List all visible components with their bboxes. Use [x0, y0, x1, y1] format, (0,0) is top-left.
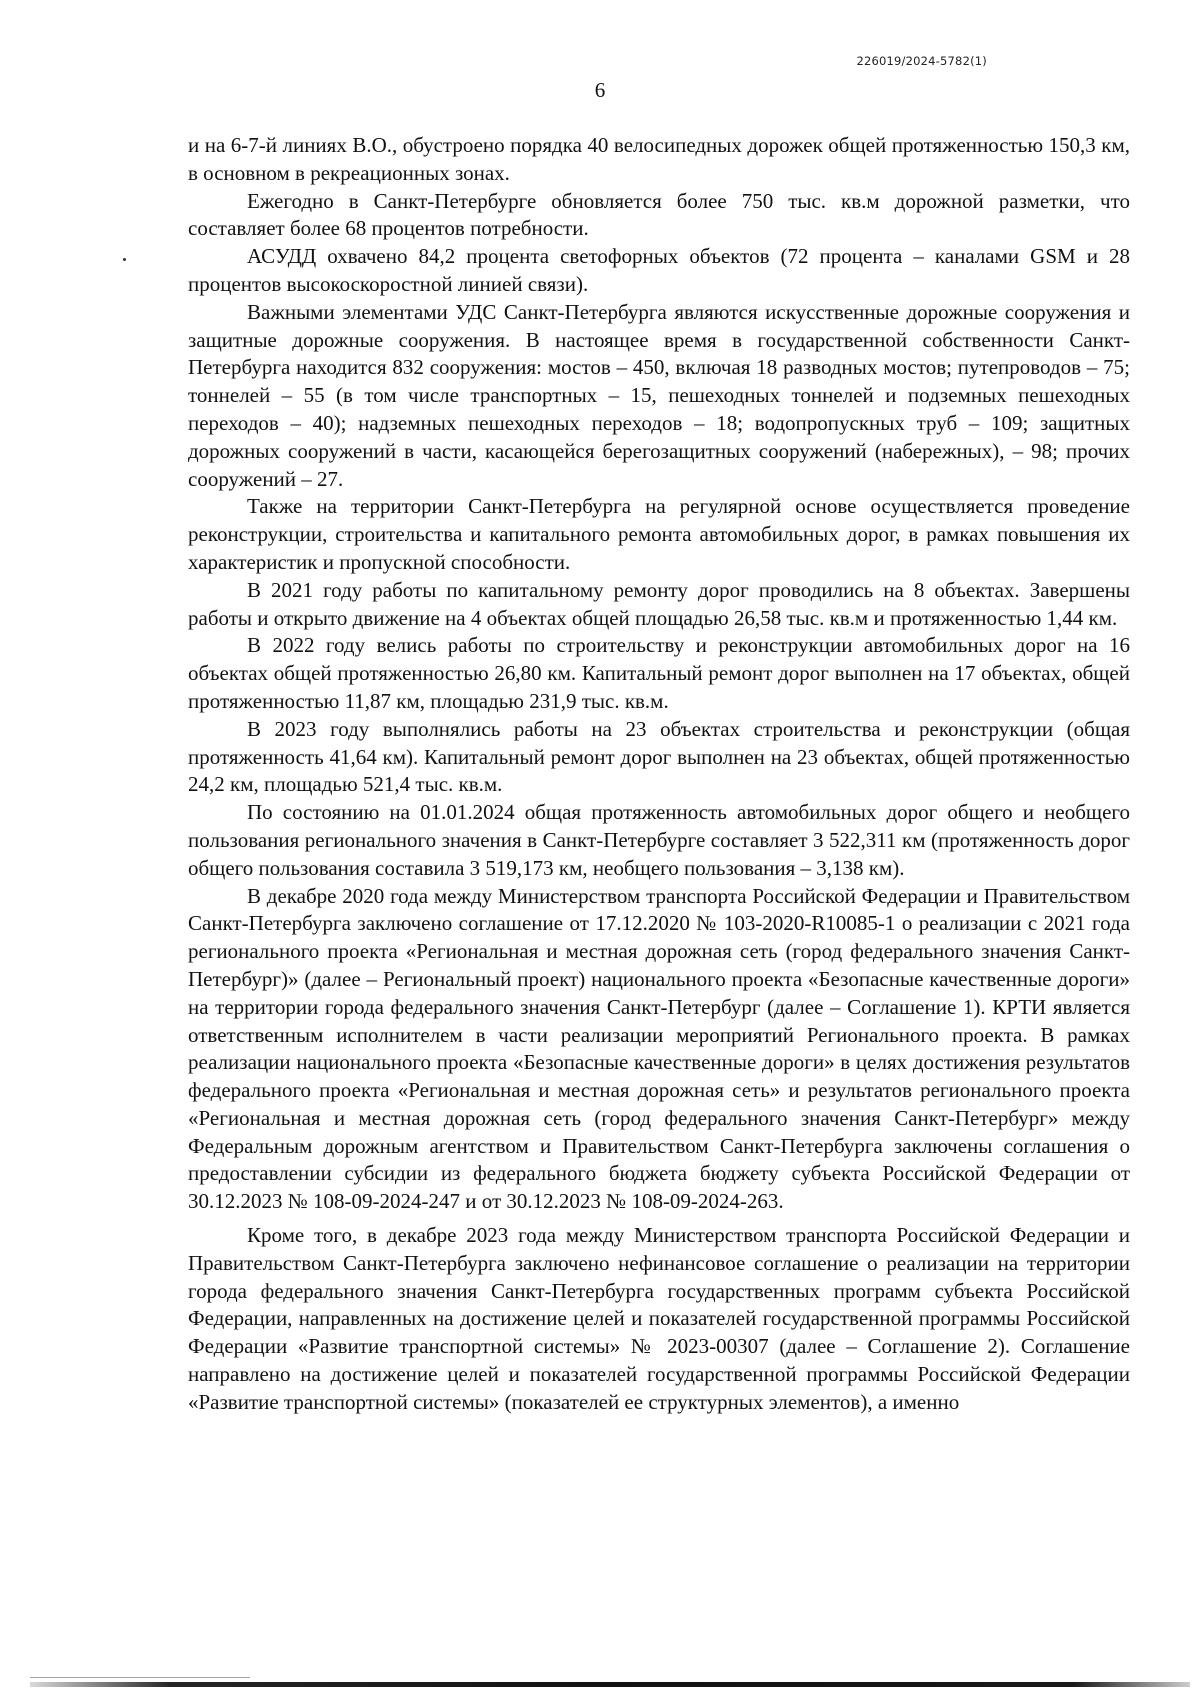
paragraph-asudd: АСУДД охвачено 84,2 процента светофорных объектов (72 процента – каналами GSM и 28 процентов высокоскоростной линией связи).: [188, 244, 1130, 296]
scan-edge-line: [30, 1677, 250, 1678]
paragraph-structures: Важными элементами УДС Санкт-Петербурга являются искусственные дорожные сооружения и защитные дорожные сооружения. В настоящее время в государственной собственности Санкт-Петербурга находится 832 сооружения: мостов – 450, включая 18 разводных мостов; путепроводов – 75; тоннелей – 55 (в том числе транспортных – 15, пешеходных тоннелей и подземных пешеходных переходов – 40); надземных пешеходных переходов – 18; водопропускных труб – 109; защитных дорожных сооружений в части, касающейся берегозащитных сооружений (набережных), – 98; прочих сооружений – 27.: [188, 299, 1130, 491]
scan-speck: [123, 258, 126, 261]
paragraph-road-length: По состоянию на 01.01.2024 общая протяженность автомобильных дорог общего и необщего пользования регионального значения в Санкт-Петербурге составляет 3 522,311 км (протяженность дорог общего пользования составила 3 519,173 км, необщего пользования – 3,138 км).: [188, 800, 1130, 880]
paragraph-2023: В 2023 году выполнялись работы на 23 объектах строительства и реконструкции (общая протяженность 41,64 км). Капитальный ремонт дорог выполнен на 23 объектах, общей протяженностью 24,2 км, площадью 521,4 тыс. кв.м.: [188, 716, 1130, 797]
paragraph-agreement-1: В декабре 2020 года между Министерством транспорта Российской Федерации и Правительством Санкт-Петербурга заключено соглашение от 17.12.2020 № 103-2020-R10085-1 о реализации с 2021 года регионального проекта «Региональная и местная дорожная сеть (город федерального значения Санкт-Петербург)» (далее – Региональный проект) национального проекта «Безопасные качественные дороги» на территории города федерального значения Санкт-Петербург (далее – Соглашение 1). КРТИ является ответственным исполнителем в части реализации мероприятий Регионального проекта. В рамках реализации национального проекта «Безопасные качественные дороги» в целях достижения результатов федерального проекта «Региональная и местная дорожная сеть» и результатов регионального проекта «Региональная и местная дорожная сеть (город федерального значения Санкт-Петербург» между Федеральным дорожным агентством и Правительством Санкт-Петербурга заключены соглашения о предоставлении субсидии из федерального бюджета бюджету субъекта Российской Федерации от 30.12.2023 № 108-09-2024-247 и от 30.12.2023 № 108-09-2024-263.: [188, 883, 1130, 1214]
paragraph-2021: В 2021 году работы по капитальному ремонту дорог проводились на 8 объектах. Завершены работы и открыто движение на 4 объектах общей площадью 26,58 тыс. кв.м и протяженностью 1,44 км.: [188, 577, 1130, 630]
paragraph-2022: В 2022 году велись работы по строительству и реконструкции автомобильных дорог на 16 объектах общей протяженностью 26,80 км. Капитальный ремонт дорог выполнен на 17 объектах, общей протяженностью 11,87 км, площадью 231,9 тыс. кв.м.: [188, 633, 1130, 713]
document-registration-number: 226019/2024-5782(1): [856, 54, 987, 68]
paragraph-reconstruction: Также на территории Санкт-Петербурга на регулярной основе осуществляется проведение реконструкции, строительства и капитального ремонта автомобильных дорог, в рамках повышения их характеристик и пропускной способности.: [188, 494, 1130, 574]
document-body: [188, 132, 1130, 1417]
page-number: 6: [594, 78, 606, 102]
paragraph-agreement-2: Кроме того, в декабре 2023 года между Министерством транспорта Российской Федерации и Правительством Санкт-Петербурга заключено нефинансовое соглашение о реализации на территории города федерального значения Санкт-Петербурга государственных программ субъекта Российской Федерации, направленных на достижение целей и показателей государственной программы Российской Федерации «Развитие транспортной системы» № 2023-00307 (далее – Соглашение 2). Соглашение направлено на достижение целей и показателей государственной программы Российской Федерации «Развитие транспортной системы» (показателей ее структурных элементов), а именно: [188, 1223, 1130, 1414]
paragraph-continuation: и на 6-7-й линиях В.О., обустроено порядка 40 велосипедных дорожек общей протяженностью 150,3 км, в основном в рекреационных зонах.: [188, 133, 1130, 185]
paragraph-road-marking: Ежегодно в Санкт-Петербурге обновляется более 750 тыс. кв.м дорожной разметки, что составляет более 68 процентов потребности.: [188, 188, 1130, 241]
scan-bottom-edge: [30, 1682, 1190, 1687]
